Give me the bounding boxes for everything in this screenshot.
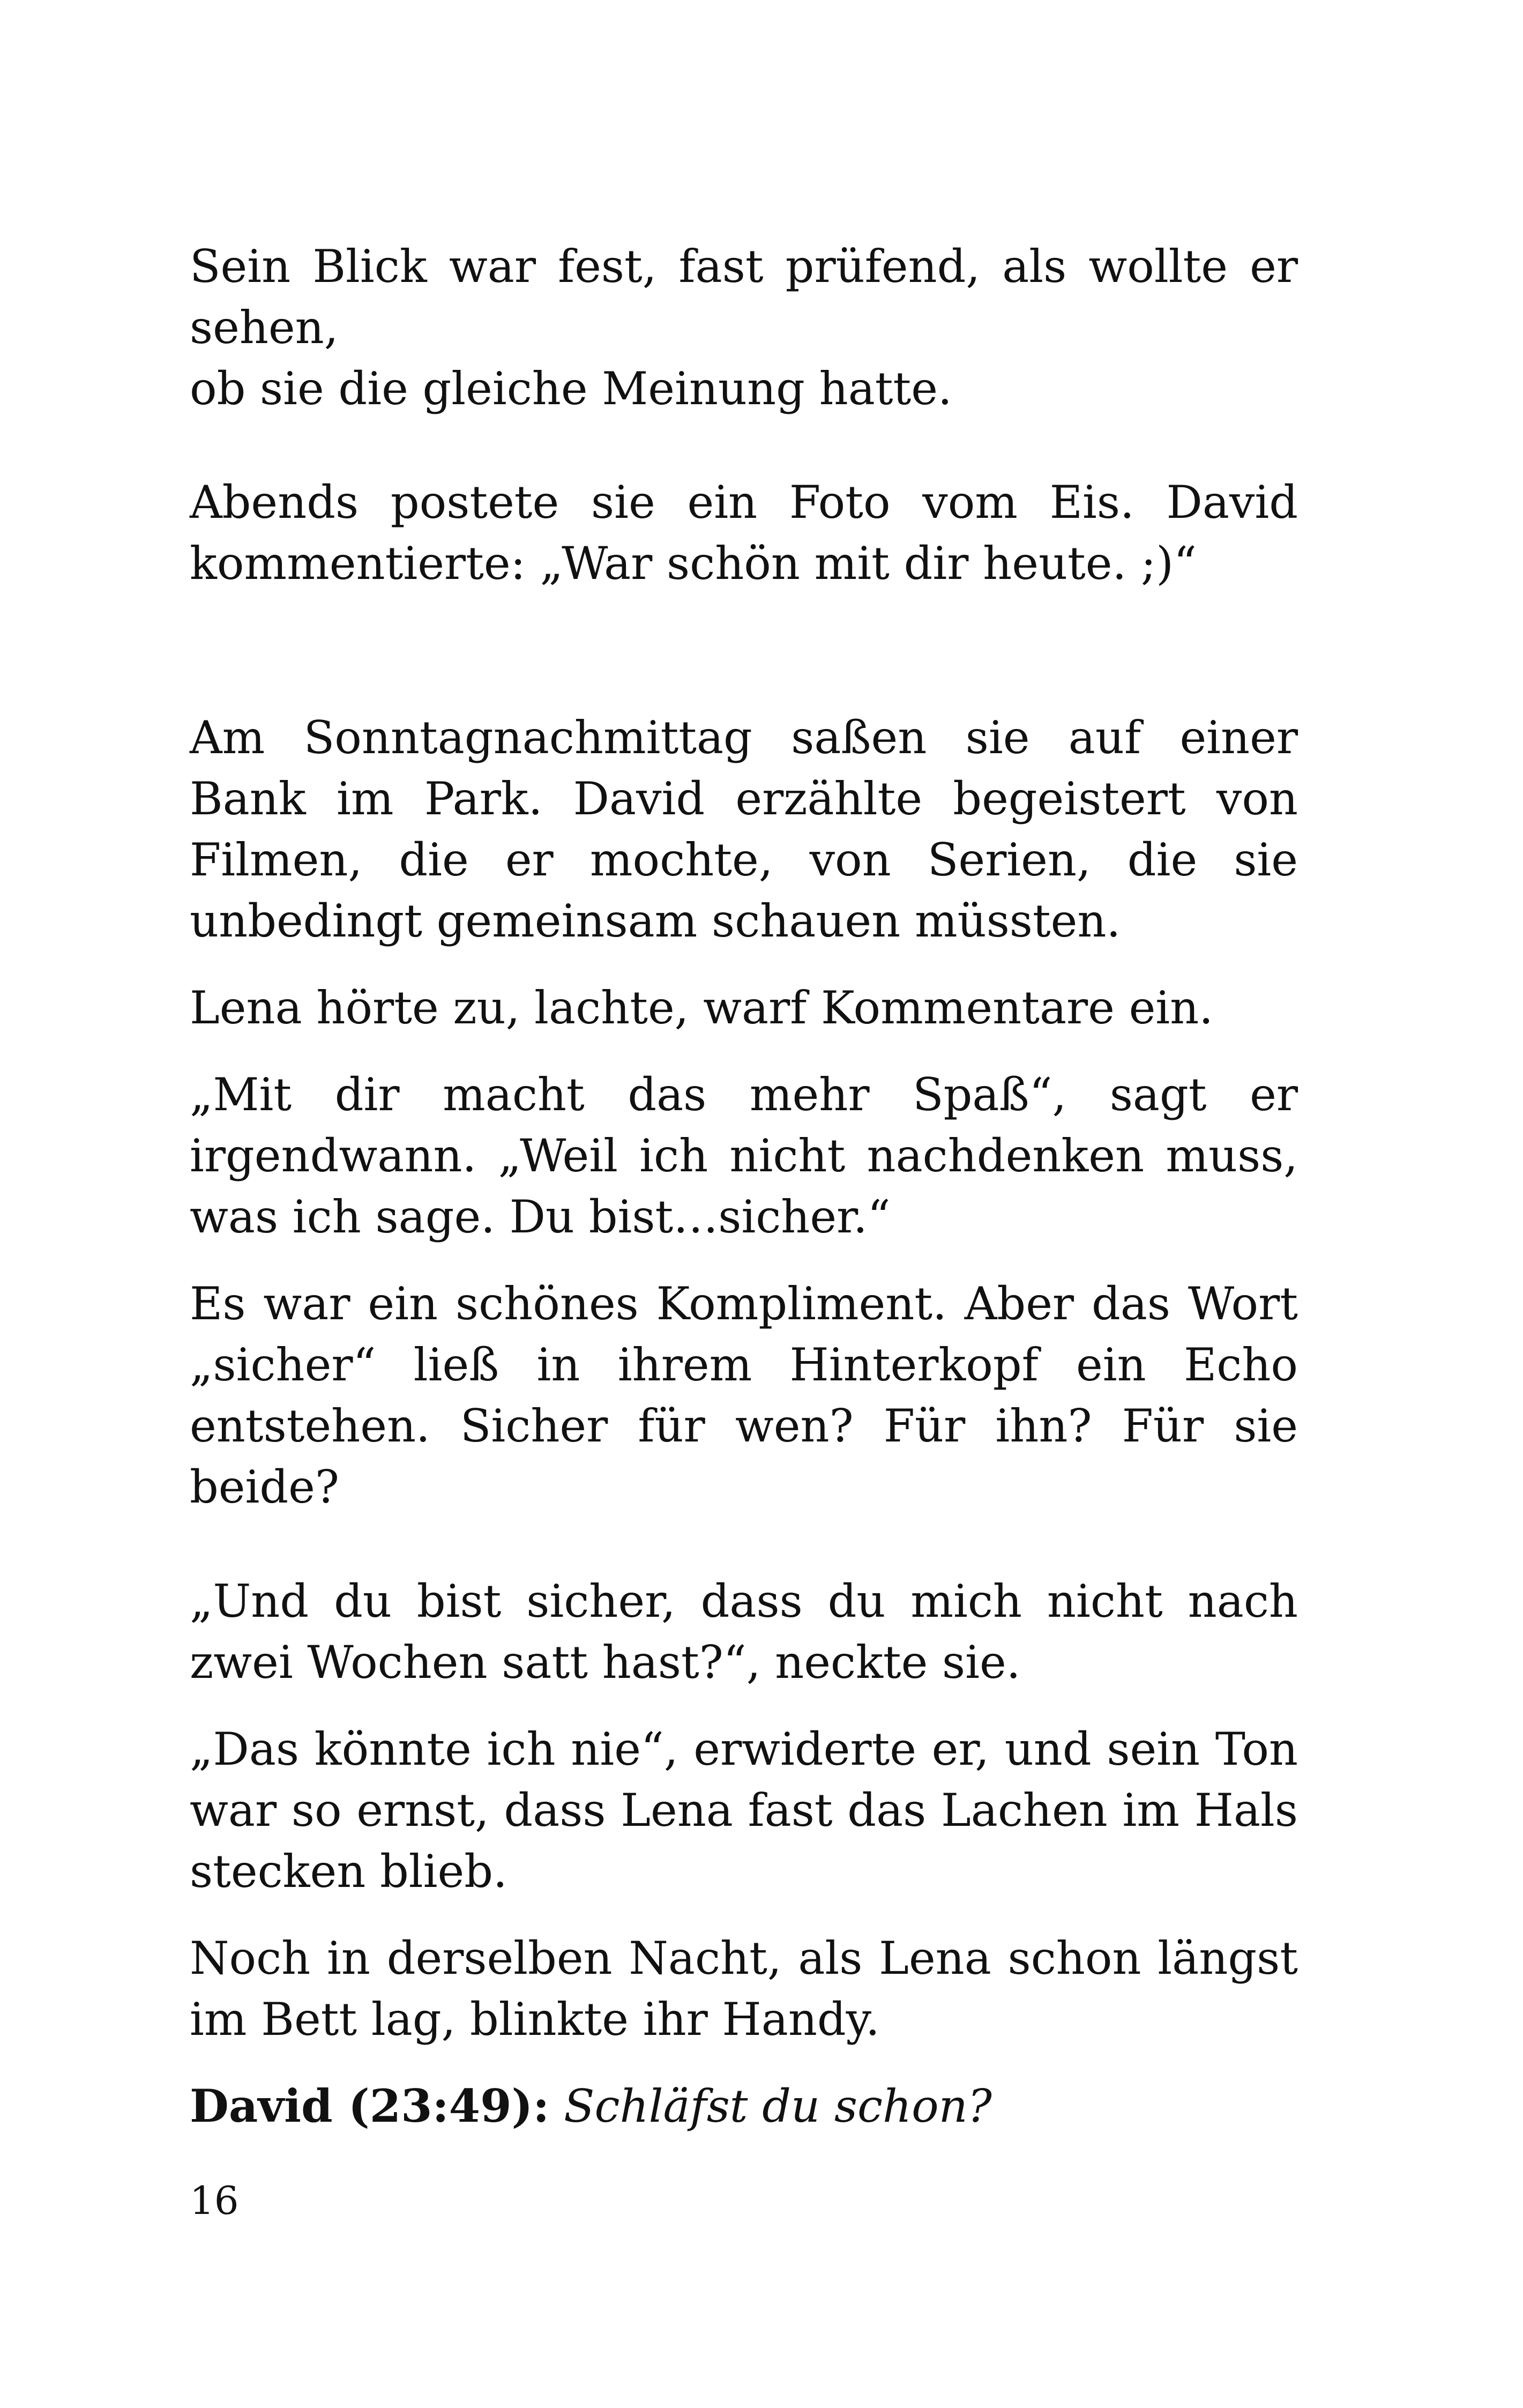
paragraph: „Mit dir macht das mehr Spaß“, sagt er irgendwann. „Weil ich nicht nachdenken muss, was ich sage. Du bist…sicher.“ xyxy=(190,1068,1298,1243)
paragraph: Sein Blick war fest, fast prüfend, als wollte er sehen, ob sie die gleiche Meinung hatte. xyxy=(190,240,1298,415)
paragraph: Lena hörte zu, lachte, warf Kommentare ein. xyxy=(190,982,1213,1034)
paragraph-group-4 xyxy=(190,1571,1298,2137)
paragraph: Noch in derselben Nacht, als Lena schon längst im Bett lag, blinkte ihr Handy. xyxy=(190,1932,1298,2046)
paragraph: Es war ein schönes Kompliment. Aber das Wort „sicher“ ließ in ihrem Hinterkopf ein Echo entstehen. Sicher für wen? Für ihn? Für sie beide? xyxy=(190,1277,1298,1513)
chat-speaker: David (23:49): xyxy=(190,2079,550,2132)
paragraph: „Das könnte ich nie“, erwiderte er, und sein Ton war so ernst, dass Lena fast das Lachen im Hals stecken blieb. xyxy=(190,1723,1298,1898)
paragraph: Abends postete sie ein Foto vom Eis. David kommentierte: „War schön mit dir heute. ;)“ xyxy=(190,476,1298,590)
chat-line xyxy=(190,2076,1298,2137)
paragraph: Am Sonntagnachmittag saßen sie auf einer Bank im Park. David erzählte begeistert von Filmen, die er mochte, von Serien, die sie unbedingt gemeinsam schauen müssten. xyxy=(190,711,1298,947)
paragraph-group-2 xyxy=(190,472,1298,594)
chat-message: Schläfst du schon? xyxy=(563,2080,992,2132)
paragraph-group-1 xyxy=(190,236,1298,419)
page-number: 16 xyxy=(190,2178,239,2223)
paragraph-group-3 xyxy=(190,707,1298,1518)
paragraph: „Und du bist sicher, dass du mich nicht nach zwei Wochen satt hast?“, neckte sie. xyxy=(190,1575,1298,1689)
